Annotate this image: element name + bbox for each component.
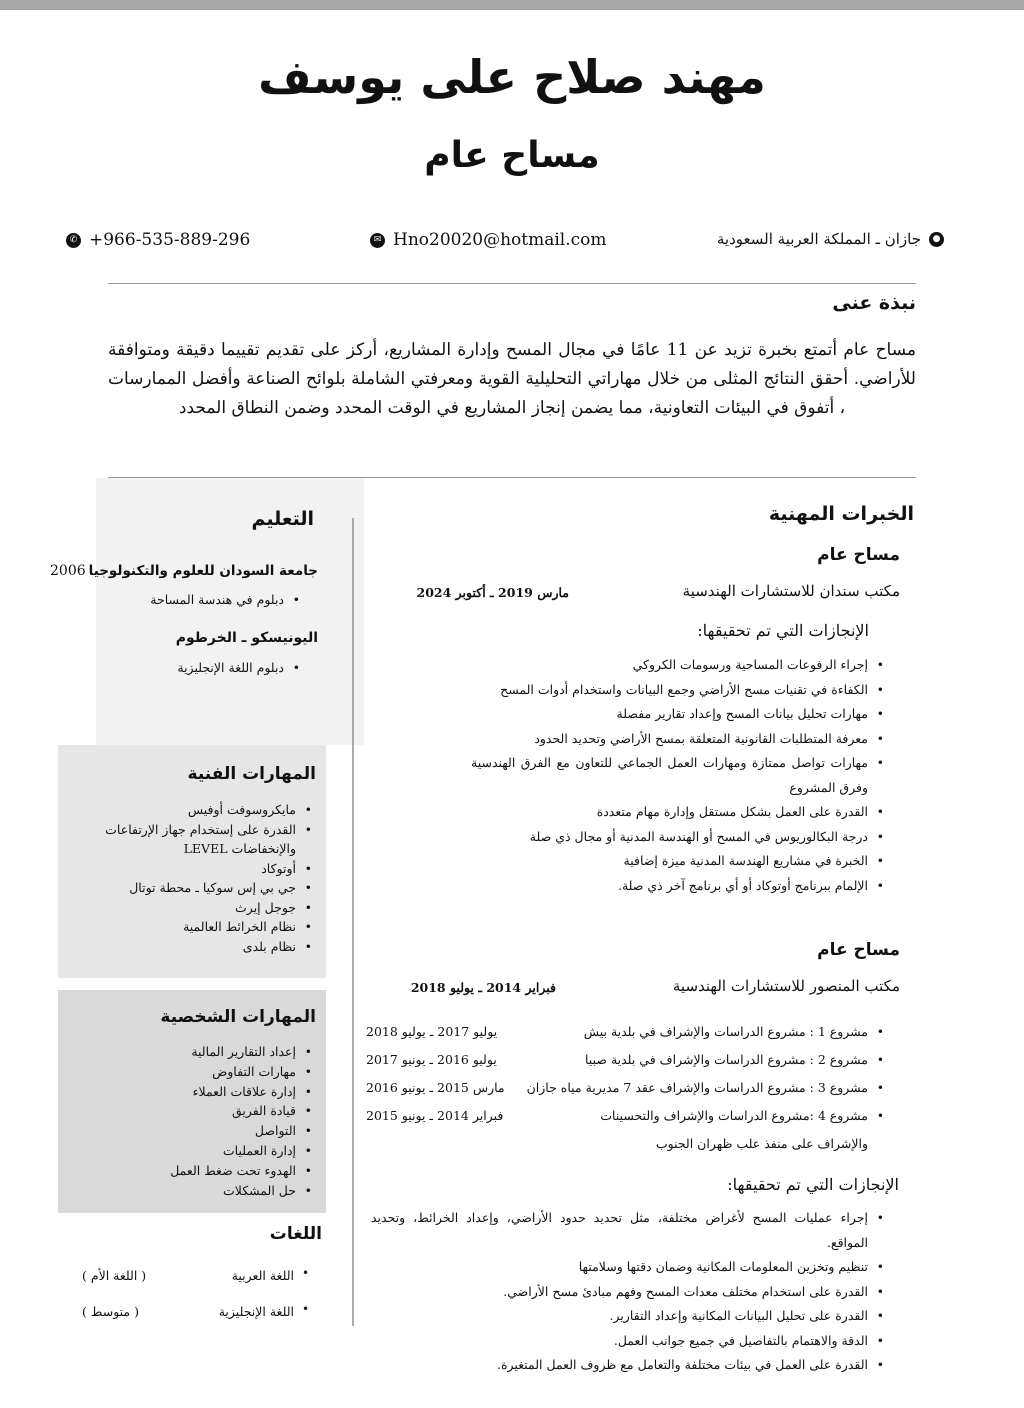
language-level: ( متوسط ) xyxy=(82,1304,139,1319)
job-dates: فبراير 2014 ـ يوليو 2018 xyxy=(410,980,556,995)
bullet: • xyxy=(302,1266,310,1280)
list-item: • التواصل xyxy=(64,1121,314,1141)
job-company: مكتب المنصور للاستشارات الهندسية xyxy=(672,977,900,995)
list-item: • إدارة العمليات xyxy=(64,1141,314,1161)
languages-heading: اللغات xyxy=(269,1224,322,1244)
project-text: مشروع 4 :مشروع الدراسات والإشراف والتحسينات والإشراف على منفذ علب ظهران الجنوب xyxy=(600,1108,868,1151)
list-item: • دبلوم في هندسة المساحة xyxy=(150,590,302,610)
project-dates: فبراير 2014 ـ يونيو 2015 xyxy=(366,1108,504,1123)
list-item: • إدارة علاقات العملاء xyxy=(64,1082,314,1102)
list-item: • إعداد التقارير المالية xyxy=(64,1042,314,1062)
job-company: مكتب سندان للاستشارات الهندسية xyxy=(682,582,900,600)
list-item: • جي بي إس سوكيا ـ محطة توتال xyxy=(64,878,314,898)
personal-skills-heading: المهارات الشخصية xyxy=(160,1007,316,1027)
education-school: اليونيسكو ـ الخرطوم xyxy=(175,630,318,646)
projects-list xyxy=(366,1018,886,1158)
candidate-name: مهند صلاح على يوسف xyxy=(258,50,766,104)
education-details xyxy=(177,658,302,678)
list-item: • جوجل إيرث xyxy=(64,898,314,918)
email-text: Hno20020@hotmail.com xyxy=(393,230,607,250)
top-bar xyxy=(0,0,1024,10)
education-details xyxy=(150,590,302,610)
education-school: جامعة السودان للعلوم والتكنولوجيا xyxy=(88,563,318,579)
tech-skills-heading: المهارات الفنية xyxy=(187,764,316,784)
project-bullets: • • • • xyxy=(876,1025,884,1123)
list-item: • القدرة على العمل في بيئات مختلفة والتعامل مع ظروف العمل المتغيرة. xyxy=(371,1353,886,1378)
project-dates: مارس 2015 ـ يونيو 2016 xyxy=(366,1080,505,1095)
list-item: • الكفاءة في تقنيات مسح الأراضي وجمع البيانات واستخدام أدوات المسح xyxy=(471,678,886,703)
achievements-heading: الإنجازات التي تم تحقيقها: xyxy=(727,1175,899,1194)
list-item: • حل المشكلات xyxy=(64,1181,314,1201)
list-item: • الإلمام ببرنامج أوتوكاد أو أي برنامج آخر ذي صلة. xyxy=(471,874,886,899)
job-title: مساح عام xyxy=(817,940,900,960)
education-year: 2006 xyxy=(50,563,86,579)
project-text: مشروع 3 : مشروع الدراسات والإشراف عقد 7 مديرية مياه جازان xyxy=(526,1080,868,1095)
project-row xyxy=(366,1046,886,1074)
project-text: مشروع 2 : مشروع الدراسات والإشراف في بلدية صبيا xyxy=(585,1052,868,1067)
language-name: اللغة العربية xyxy=(231,1268,294,1283)
language-name: اللغة الإنجليزية xyxy=(218,1304,294,1319)
list-item: • مايكروسوفت أوفيس xyxy=(64,800,314,820)
job-title: مساح عام xyxy=(817,545,900,565)
project-text: مشروع 1 : مشروع الدراسات والإشراف في بلدية بيش xyxy=(583,1024,868,1039)
mail-icon: ✉ xyxy=(370,233,385,248)
contact-location xyxy=(717,230,944,248)
list-item: • دبلوم اللغة الإنجليزية xyxy=(177,658,302,678)
location-text: جازان ـ المملكة العربية السعودية xyxy=(716,230,921,248)
list-item: • الدقة والاهتمام بالتفاصيل في جميع جوانب العمل. xyxy=(371,1329,886,1354)
achievements-list xyxy=(371,1206,886,1378)
list-item: • إجراء الرفوعات المساحية ورسومات الكروكي xyxy=(471,653,886,678)
language-level: ( اللغة الأم ) xyxy=(82,1268,147,1283)
project-dates: يوليو 2017 ـ يوليو 2018 xyxy=(366,1024,498,1039)
about-heading: نبذة عنى xyxy=(832,292,916,314)
list-item: • نظام الخرائط العالمية xyxy=(64,917,314,937)
column-divider xyxy=(352,518,354,1326)
experience-heading: الخبرات المهنية xyxy=(768,503,914,525)
list-item: • تنظيم وتخزين المعلومات المكانية وضمان دقتها وسلامتها xyxy=(371,1255,886,1280)
about-text: مساح عام أتمتع بخبرة تزيد عن 11 عامًا في مجال المسح وإدارة المشاريع، أركز على تقديم تقييما دقيقة ومتوافقة للأراضي. أحقق النتائج المثلى من خلال مهاراتي التحليلية القوية ومعرفتي الشاملة بلوائح الصناعة وأفضل الممارسات ، أتفوق في البيئات التعاونية، مما يضمن إنجاز المشاريع في الوقت المحدد وضمن النطاق المحدد xyxy=(108,340,916,418)
project-row xyxy=(366,1074,886,1102)
language-row xyxy=(82,1266,312,1286)
contact-phone xyxy=(66,230,250,250)
education-heading: التعليم xyxy=(251,508,314,530)
bullet: • xyxy=(302,1302,310,1316)
list-item: • الخبرة في مشاريع الهندسة المدنية ميزة إضافية xyxy=(471,849,886,874)
location-pin-icon: ● xyxy=(929,232,944,247)
phone-text: +966-535-889-296 xyxy=(89,230,251,250)
list-item: • أوتوكاد xyxy=(64,859,314,879)
personal-skills-list xyxy=(64,1042,314,1200)
list-item: • نظام بلدى xyxy=(64,937,314,957)
achievements-list xyxy=(471,653,886,898)
divider xyxy=(108,283,916,284)
phone-icon: ✆ xyxy=(66,233,81,248)
achievements-heading: الإنجازات التي تم تحقيقها: xyxy=(697,621,869,640)
list-item: • القدرة على استخدام مختلف معدات المسح وفهم مبادئ مسح الأراضي. xyxy=(371,1280,886,1305)
project-row xyxy=(366,1102,886,1158)
education-section xyxy=(96,478,364,745)
list-item: • الهدوء تحت ضغط العمل xyxy=(64,1161,314,1181)
list-item: • قيادة الفريق xyxy=(64,1101,314,1121)
job-dates: مارس 2019 ـ أكتوبر 2024 xyxy=(416,585,569,600)
project-row xyxy=(366,1018,886,1046)
list-item: • مهارات تواصل ممتازة ومهارات العمل الجماعي للتعاون مع الفرق الهندسية وفرق المشروع xyxy=(471,751,886,800)
list-item: • إجراء عمليات المسح لأغراض مختلفة، مثل تحديد حدود الأراضي، وإعداد الخرائط، وتحديد المواقع. xyxy=(371,1206,886,1255)
language-row xyxy=(82,1302,312,1322)
list-item: • القدرة على تحليل البيانات المكانية وإعداد التقارير. xyxy=(371,1304,886,1329)
project-dates: يوليو 2016 ـ يونيو 2017 xyxy=(366,1052,497,1067)
job-title: مساح عام xyxy=(424,135,600,176)
list-item: • مهارات تحليل بيانات المسح وإعداد تقارير مفصلة xyxy=(471,702,886,727)
list-item: • معرفة المتطلبات القانونية المتعلقة بمسح الأراضي وتحديد الحدود xyxy=(471,727,886,752)
list-item: • مهارات التفاوض xyxy=(64,1062,314,1082)
contact-email xyxy=(370,230,607,250)
list-item: • القدرة على إستخدام جهاز الإرتفاعات والإنخفاضات LEVEL xyxy=(64,820,314,859)
tech-skills-list xyxy=(64,800,314,956)
list-item: • القدرة على العمل بشكل مستقل وإدارة مهام متعددة xyxy=(471,800,886,825)
list-item: • درجة البكالوريوس في المسح أو الهندسة المدنية أو مجال ذي صلة xyxy=(471,825,886,850)
